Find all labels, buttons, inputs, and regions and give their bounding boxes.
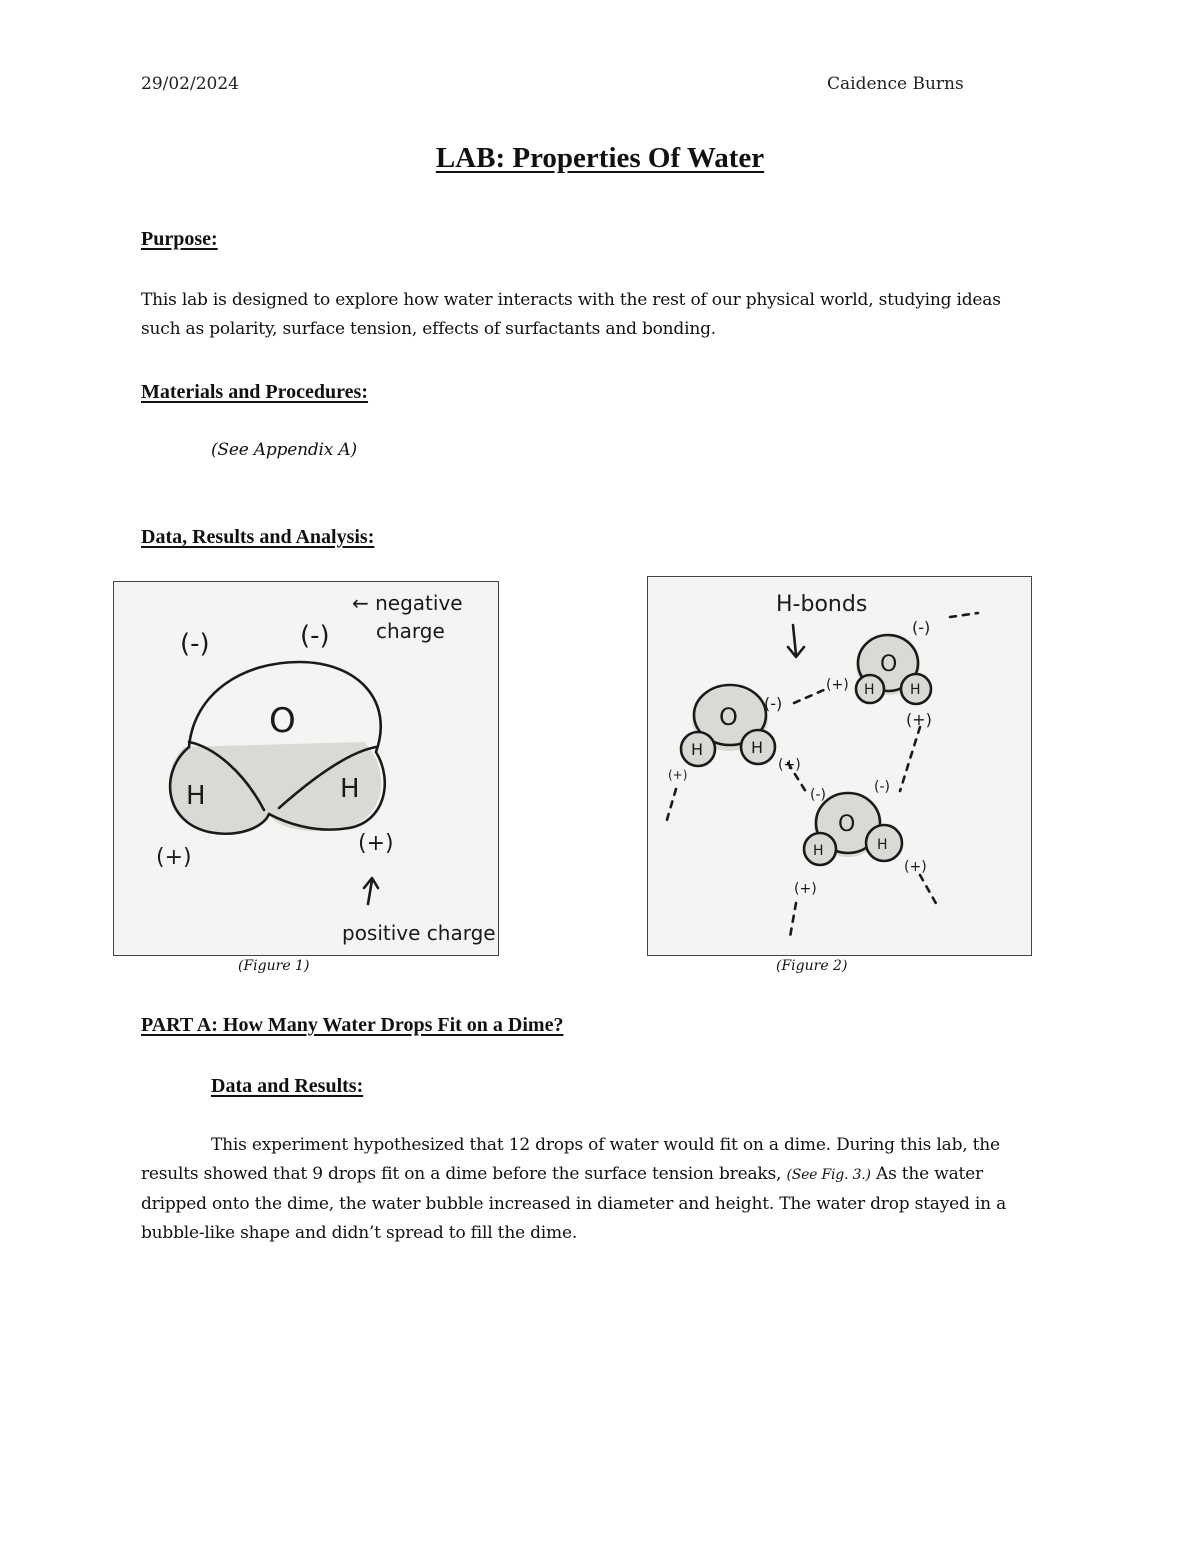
hydrogen-bond-lines — [666, 613, 978, 937]
part-a-line-2-end: As the water — [870, 1164, 983, 1184]
purpose-paragraph — [141, 286, 1041, 344]
molecule-top-right — [856, 635, 931, 704]
charge-pos-top: (+) — [906, 710, 932, 729]
positive-charge-left: (+) — [156, 845, 192, 870]
arrow-up-icon — [364, 878, 378, 904]
part-a-line-2 — [141, 1160, 1061, 1190]
negative-charge-1: (-) — [180, 629, 210, 659]
part-a-line-1: This experiment hypothesized that 12 drops of water would fit on a dime. During this lab, the — [211, 1135, 1000, 1155]
molecule-left-oxygen: O — [719, 703, 738, 731]
molecule-top-h2: H — [910, 682, 921, 698]
negative-note-line-2: charge — [376, 619, 445, 643]
positive-charge-right: (+) — [358, 831, 394, 856]
positive-note: positive charge — [342, 921, 496, 945]
charge-neg-bottom-left: (-) — [810, 787, 826, 803]
arrow-down-icon — [788, 625, 804, 657]
charge-neg-left: (-) — [764, 694, 783, 713]
materials-heading: Materials and Procedures: — [141, 381, 369, 403]
figure-3-reference: (See Fig. 3.) — [786, 1167, 871, 1183]
charge-pos-bottom-right: (+) — [904, 859, 927, 875]
purpose-line-2: such as polarity, surface tension, effects of surfactants and bonding. — [141, 319, 716, 339]
molecule-left-h1: H — [691, 740, 704, 759]
molecule-bottom-h2: H — [877, 837, 888, 853]
figure-2-image — [647, 576, 1032, 956]
negative-note-line-1: ← negative — [352, 591, 463, 615]
part-a-paragraph — [141, 1131, 1061, 1248]
charge-neg-top: (-) — [912, 618, 931, 637]
purpose-line-1: This lab is designed to explore how water interacts with the rest of our physical world, studying ideas — [141, 290, 1001, 310]
part-a-line-4: bubble-like shape and didn’t spread to fill the dime. — [141, 1223, 578, 1243]
figure-1-image — [113, 581, 499, 956]
hydrogen-right-label: H — [340, 774, 360, 804]
appendix-note: (See Appendix A) — [211, 440, 357, 460]
figure-2-caption: (Figure 2) — [776, 958, 848, 974]
charge-neg-bottom-right: (-) — [874, 779, 890, 795]
molecule-bottom — [804, 793, 902, 865]
molecule-top-oxygen: O — [880, 652, 898, 677]
charge-pos-mid: (+) — [778, 757, 801, 773]
page-title: LAB: Properties Of Water — [435, 142, 765, 174]
oxygen-label: O — [269, 701, 296, 741]
molecule-left — [681, 685, 775, 766]
molecule-bottom-h1: H — [813, 843, 824, 859]
part-a-heading: PART A: How Many Water Drops Fit on a Dime? — [141, 1014, 564, 1036]
hbonds-label: H-bonds — [776, 592, 868, 617]
charge-pos-top-left: (+) — [826, 677, 849, 693]
author-name: Caidence Burns — [827, 74, 964, 94]
negative-charge-2: (-) — [300, 621, 330, 651]
water-molecule-sketch — [114, 582, 499, 956]
figure-1-caption: (Figure 1) — [238, 958, 310, 974]
hydrogen-bonds-sketch — [648, 577, 1032, 956]
hydrogen-left-label: H — [186, 781, 206, 811]
charge-pos-left: (+) — [668, 768, 688, 782]
molecule-top-h1: H — [864, 682, 875, 698]
charge-pos-bottom-left: (+) — [794, 881, 817, 897]
molecule-left-h2: H — [751, 738, 764, 757]
part-a-line-3: dripped onto the dime, the water bubble increased in diameter and height. The water drop stayed in a — [141, 1194, 1007, 1214]
molecule-bottom-oxygen: O — [838, 812, 856, 837]
purpose-heading: Purpose: — [141, 228, 218, 250]
date-text: 29/02/2024 — [141, 74, 239, 94]
part-a-line-2-start: results showed that 9 drops fit on a dime before the surface tension breaks, — [141, 1164, 787, 1184]
data-results-heading: Data, Results and Analysis: — [141, 526, 375, 548]
part-a-subheading: Data and Results: — [211, 1075, 364, 1097]
